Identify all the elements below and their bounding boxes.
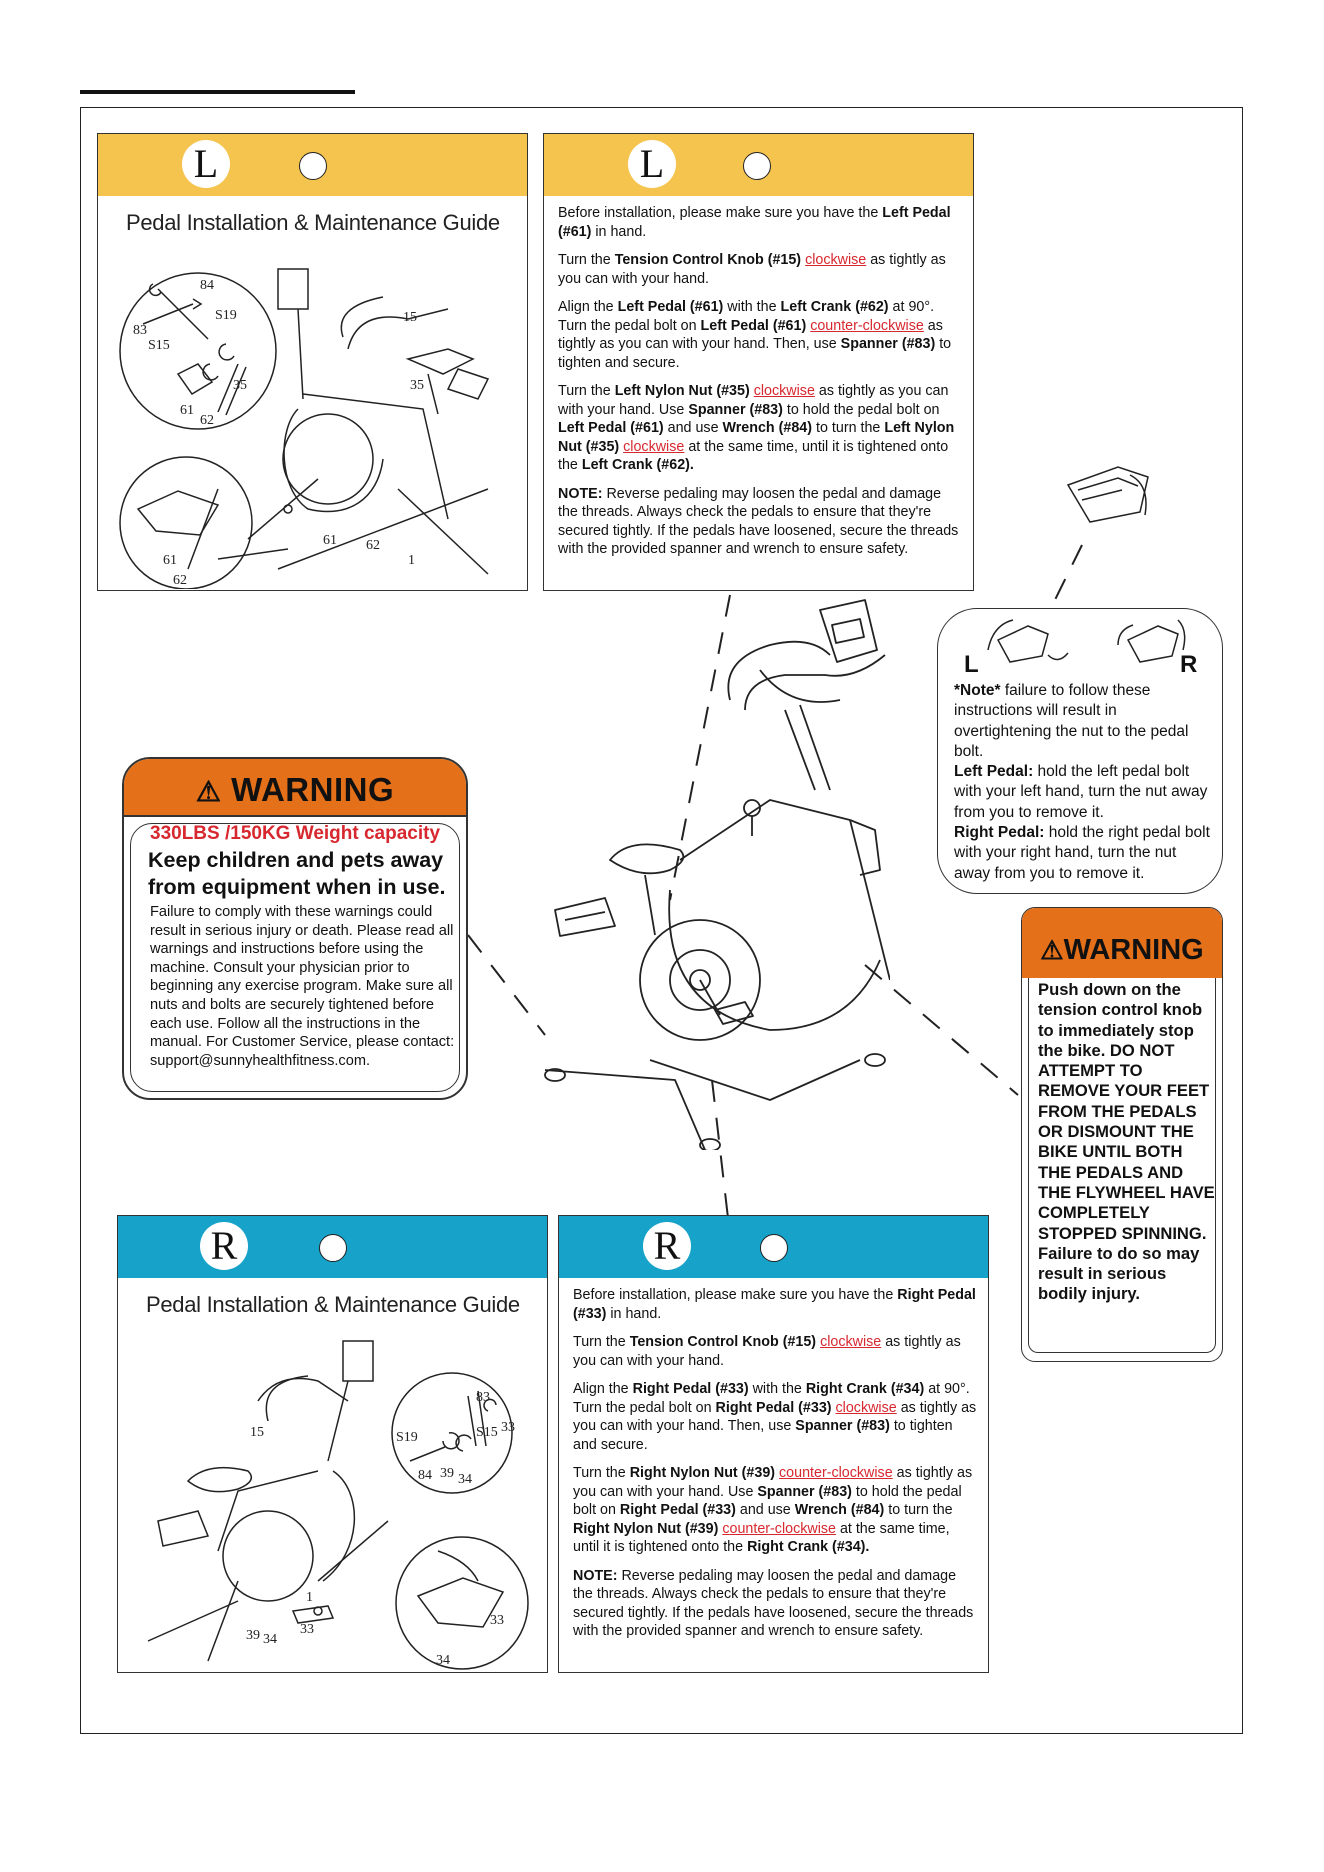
leader-line-note [1050, 545, 1082, 610]
right-step-1: Before installation, please make sure you have the Right Pedal (#33) in hand. [573, 1287, 976, 1322]
right-step-2: Turn the Tension Control Knob (#15) clockwise as tightly as you can with your hand. [573, 1334, 961, 1369]
part-label-34c: 34 [436, 1653, 450, 1668]
weight-warning-box [122, 757, 468, 1100]
pedal-removal-note [937, 608, 1223, 894]
left-guide-letter: L [182, 140, 230, 188]
left-note: NOTE: Reverse pedaling may loosen the pedal and damage the threads. Always check the pedals to ensure that they're secured tightly. If the pedals have loosened, secure the threads with the provided spanner and wrench to ensure safety. [558, 485, 959, 557]
right-instructions-text [573, 1286, 978, 1651]
weight-warning-body: Failure to comply with these warnings could result in serious injury or death. Please read all warnings and instructions before using the machine. Consult your physician prior to beginning any exercise program. Make sure all nuts and bolts are securely tightened before each use. Follow all the instructions in the manual. For Customer Service, please contact: support@sunnyhealthfitness.com. [150, 904, 455, 1069]
left-step-1: Before installation, please make sure you have the Left Pedal (#61) in hand. [558, 205, 951, 240]
warning-triangle-icon: ⚠ [1040, 935, 1064, 965]
left-guide-panel [97, 133, 528, 591]
part-label-1: 1 [408, 553, 415, 568]
part-label-61: 61 [180, 403, 194, 418]
right-step-3: Align the Right Pedal (#33) with the Right Crank (#34) at 90°. Turn the pedal bolt on Right Pedal (#33) clockwise as tightly as you can with your hand. Then, use Spanner (#83) to tighten and secure. [573, 1381, 977, 1453]
right-guide-title: Pedal Installation & Maintenance Guide [146, 1292, 520, 1317]
part-label-33b: 33 [300, 1622, 314, 1637]
stop-warning-body: Push down on the tension control knob to immediately stop the bike. DO NOT ATTEMPT TO REMOVE YOUR FEET FROM THE PEDALS OR DISMOUNT THE BIKE UNTIL BOTH THE PEDALS AND THE FLYWHEEL HAVE COMPLETELY STOPPED SPINNING. Failure to do so may result in serious bodily injury. [1038, 980, 1215, 1304]
pedal-direction-icons [978, 615, 1208, 665]
left-mark: L [964, 651, 979, 678]
left-pedal-illustration [98, 239, 528, 589]
right-instructions-panel [558, 1215, 989, 1673]
part-label-33c: 33 [490, 1613, 504, 1628]
right-guide-panel [117, 1215, 548, 1673]
part-label-61c: 61 [163, 553, 177, 568]
part-label-62c: 62 [173, 573, 187, 588]
part-label-35b: 35 [410, 378, 424, 393]
part-label-33: 33 [501, 1420, 515, 1435]
right-guide-letter: R [200, 1222, 248, 1270]
left-pedal-detail-circle [120, 457, 252, 589]
left-guide-page-circle [299, 152, 327, 180]
part-label-34b: 34 [263, 1632, 277, 1647]
left-instructions-panel [543, 133, 974, 591]
part-label-s15: S15 [476, 1425, 498, 1440]
part-label-s19: S19 [215, 308, 237, 323]
part-label-34: 34 [458, 1472, 472, 1487]
right-note: NOTE: Reverse pedaling may loosen the pedal and damage the threads. Always check the pedals to ensure that they're secured tightly. If the pedals have loosened, secure the threads with the provided spanner and wrench to ensure safety. [573, 1567, 974, 1639]
left-step-4: Turn the Left Nylon Nut (#35) clockwise as tightly as you can with your hand. Use Spanner (#83) to hold the pedal bolt on Left Pedal (#61) and use Wrench (#84) to turn the Left Nylon Nut (#35) clockwise at the same time, until it is tightened onto the Left Crank (#62). [558, 383, 955, 473]
right-mark: R [1180, 651, 1198, 678]
part-label-62: 62 [200, 413, 214, 428]
keep-away-text: Keep children and pets away from equipment when in use. [148, 848, 446, 899]
part-label-15: 15 [250, 1425, 264, 1440]
part-label-62b: 62 [366, 538, 380, 553]
part-label-84: 84 [418, 1468, 432, 1483]
warning-triangle-icon: ⚠ [195, 776, 222, 807]
part-label-83: 83 [476, 1390, 490, 1405]
right-guide-page-circle [319, 1234, 347, 1262]
right-pedal-detail-circle [396, 1537, 528, 1669]
part-label-61b: 61 [323, 533, 337, 548]
pedal-removal-text: *Note* failure to follow these instructions will result in overtightening the nut to the pedal bolt. Left Pedal: hold the left pedal bolt with your left hand, turn the nut away from you to remove it. Right Pedal: hold the right pedal bolt with your right hand, turn the nut away from you to remove it. [954, 682, 1210, 882]
pedal-removal-illustration [1060, 460, 1160, 540]
stop-warning-title: ⚠WARNING [1040, 934, 1204, 966]
part-label-35: 35 [233, 378, 247, 393]
weight-warning-title: ⚠ WARNING [195, 771, 395, 808]
part-label-s19: S19 [396, 1430, 418, 1445]
right-pedal-illustration [118, 1321, 548, 1671]
stop-warning-box [1021, 907, 1223, 1362]
left-instructions-page-circle [743, 152, 771, 180]
left-instructions-letter: L [628, 140, 676, 188]
weight-capacity: 330LBS /150KG Weight capacity [150, 823, 441, 844]
right-instructions-page-circle [760, 1234, 788, 1262]
exercise-bike-illustration [520, 590, 890, 1150]
part-label-39b: 39 [246, 1628, 260, 1643]
left-parts-detail-circle [120, 273, 276, 429]
right-step-4: Turn the Right Nylon Nut (#39) counter-clockwise as tightly as you can with your hand. Use Spanner (#83) to hold the pedal bolt on Right Pedal (#33) and use Wrench (#84) to turn the Right Nylon Nut (#39) counter-clockwise at the same time, until it is tightened onto the Right Crank (#34). [573, 1465, 973, 1555]
part-label-15: 15 [403, 310, 417, 325]
right-instructions-letter: R [643, 1222, 691, 1270]
left-guide-title: Pedal Installation & Maintenance Guide [126, 210, 500, 235]
left-instructions-text [558, 204, 963, 569]
part-label-84: 84 [200, 278, 214, 293]
part-label-s15: S15 [148, 338, 170, 353]
part-label-1: 1 [306, 1590, 313, 1605]
part-label-83: 83 [133, 323, 147, 338]
left-step-2: Turn the Tension Control Knob (#15) clockwise as tightly as you can with your hand. [558, 252, 946, 287]
part-label-39: 39 [440, 1466, 454, 1481]
left-step-3: Align the Left Pedal (#61) with the Left Crank (#62) at 90°. Turn the pedal bolt on Left Pedal (#61) counter-clockwise as tightly as you can with your hand. Then, use Spanner (#83) to tighten and secure. [558, 299, 952, 371]
